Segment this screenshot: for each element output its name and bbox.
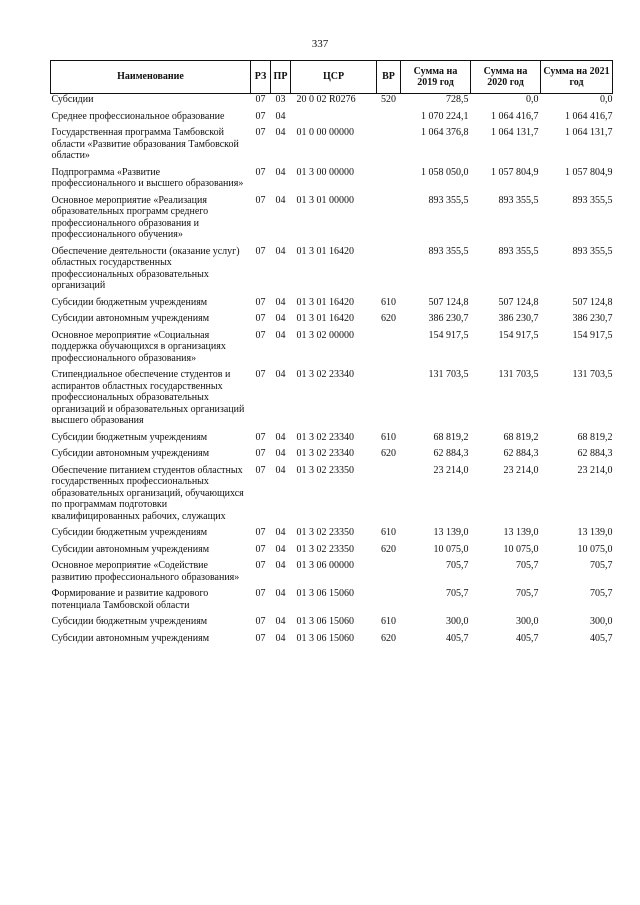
- cell-rz: 07: [255, 543, 266, 555]
- cell-sum-2021: 386 230,7: [572, 313, 613, 324]
- table-row: [51, 633, 613, 650]
- cell-rz: 07: [255, 560, 266, 571]
- cell-sum-2021: 131 703,5: [572, 369, 613, 380]
- cell-rz: 07: [255, 464, 266, 476]
- cell-sum-2020: 68 819,2: [503, 431, 539, 443]
- cell-name: Субсидии бюджетным учреждениям: [51, 431, 208, 443]
- cell-pr: 04: [275, 329, 286, 341]
- cell-sum-2020: 154 917,5: [498, 329, 539, 341]
- header-vr: ВР: [377, 61, 401, 94]
- header-sum-2020: Сумма на 2020 год: [471, 61, 541, 94]
- cell-csr: 01 3 01 00000: [296, 194, 354, 206]
- table-header-row: [51, 61, 613, 94]
- cell-sum-2020: 705,7: [516, 560, 539, 571]
- cell-csr: 01 3 01 16420: [296, 313, 354, 324]
- table-row: [51, 330, 613, 370]
- cell-sum-2019: 23 214,0: [433, 464, 469, 476]
- cell-sum-2020: 1 064 416,7: [491, 110, 539, 122]
- cell-pr: 04: [275, 632, 286, 644]
- cell-sum-2019: 705,7: [446, 588, 469, 599]
- cell-csr: 01 3 02 23340: [296, 431, 354, 443]
- cell-csr: 01 3 06 15060: [296, 616, 354, 627]
- cell-pr: 04: [275, 166, 286, 178]
- cell-sum-2019: 893 355,5: [428, 194, 469, 206]
- table-row: [51, 195, 613, 246]
- cell-vr: 620: [381, 632, 396, 644]
- table-row: [51, 432, 613, 449]
- cell-csr: 01 3 02 00000: [296, 329, 354, 341]
- cell-sum-2021: 1 064 131,7: [565, 127, 613, 138]
- cell-name: Обеспечение питанием студентов областных государственных профессиональных образовательных организаций, обучающихся по программам подготовки квалифицированных рабочих, служащих: [51, 464, 244, 522]
- cell-vr: [377, 330, 401, 370]
- cell-sum-2021: 13 139,0: [577, 527, 613, 538]
- cell-sum-2019: 893 355,5: [428, 245, 469, 257]
- table-row: [51, 369, 613, 432]
- cell-rz: 07: [255, 616, 266, 627]
- cell-name: Основное мероприятие «Социальная поддержка обучающихся в организациях профессионального образования»: [51, 329, 226, 364]
- cell-vr: 610: [381, 431, 396, 443]
- cell-sum-2019: 1 070 224,1: [421, 110, 469, 122]
- cell-pr: 04: [275, 110, 286, 122]
- table-row: [51, 448, 613, 465]
- table-row: [51, 246, 613, 297]
- cell-csr: 01 3 02 23340: [296, 369, 354, 380]
- cell-pr: 04: [275, 543, 286, 555]
- cell-sum-2020: 0,0: [526, 94, 539, 105]
- cell-vr: 610: [381, 616, 396, 627]
- cell-sum-2019: 728,5: [446, 94, 469, 105]
- header-sum-2021: Сумма на 2021 год: [541, 61, 613, 94]
- table-row: [51, 588, 613, 616]
- cell-sum-2020: 705,7: [516, 588, 539, 599]
- table-row: [51, 560, 613, 588]
- cell-sum-2021: 0,0: [600, 94, 613, 105]
- cell-sum-2021: 705,7: [590, 560, 613, 571]
- header-rz: РЗ: [251, 61, 271, 94]
- table-row: [51, 465, 613, 528]
- cell-sum-2020: 386 230,7: [498, 313, 539, 324]
- cell-csr: 01 3 01 16420: [296, 245, 354, 257]
- cell-pr: 04: [275, 296, 286, 308]
- cell-csr: 01 3 06 15060: [296, 632, 354, 644]
- table-row: [51, 313, 613, 330]
- cell-sum-2020: 131 703,5: [498, 369, 539, 380]
- cell-rz: 07: [255, 110, 266, 122]
- cell-pr: 04: [275, 127, 286, 138]
- cell-name: Субсидии автономным учреждениям: [51, 313, 210, 324]
- table-row: [51, 167, 613, 195]
- cell-sum-2021: 23 214,0: [577, 464, 613, 476]
- cell-rz: 07: [255, 527, 266, 538]
- cell-pr: 03: [275, 94, 286, 105]
- cell-rz: 07: [255, 313, 266, 324]
- cell-sum-2019: 131 703,5: [428, 369, 469, 380]
- cell-csr: 01 3 02 23350: [296, 527, 354, 538]
- cell-vr: 620: [381, 448, 396, 459]
- cell-sum-2020: 10 075,0: [503, 543, 539, 555]
- cell-pr: 04: [275, 560, 286, 571]
- cell-csr: 01 0 00 00000: [296, 127, 354, 138]
- cell-vr: [377, 465, 401, 528]
- cell-vr: [377, 246, 401, 297]
- header-pr: ПР: [271, 61, 291, 94]
- cell-csr: 01 3 02 23350: [296, 464, 354, 476]
- cell-csr: [291, 111, 377, 128]
- cell-name: Субсидии бюджетным учреждениям: [51, 527, 208, 538]
- table-row: [51, 127, 613, 167]
- budget-table: [50, 60, 613, 649]
- cell-sum-2019: 13 139,0: [433, 527, 469, 538]
- cell-sum-2021: 507 124,8: [572, 296, 613, 308]
- cell-vr: 610: [381, 527, 396, 538]
- header-sum-2019: Сумма на 2019 год: [401, 61, 471, 94]
- cell-sum-2019: 705,7: [446, 560, 469, 571]
- cell-name: Субсидии бюджетным учреждениям: [51, 616, 208, 627]
- table-row: [51, 94, 613, 111]
- cell-sum-2019: 62 884,3: [433, 448, 469, 459]
- header-csr: ЦСР: [291, 61, 377, 94]
- cell-name: Основное мероприятие «Реализация образовательных программ среднего профессионального образования и профессионального обучения»: [51, 194, 209, 240]
- cell-rz: 07: [255, 296, 266, 308]
- cell-pr: 04: [275, 431, 286, 443]
- cell-pr: 04: [275, 194, 286, 206]
- table-row: [51, 544, 613, 561]
- cell-csr: 01 3 06 00000: [296, 560, 354, 571]
- cell-csr: 01 3 02 23350: [296, 543, 354, 555]
- cell-rz: 07: [255, 632, 266, 644]
- cell-sum-2021: 10 075,0: [577, 543, 613, 555]
- cell-sum-2019: 1 058 050,0: [421, 166, 469, 178]
- cell-sum-2020: 893 355,5: [498, 194, 539, 206]
- cell-name: Основное мероприятие «Содействие развитию профессионального образования»: [51, 560, 240, 583]
- cell-sum-2020: 62 884,3: [503, 448, 539, 459]
- cell-csr: 01 3 06 15060: [296, 588, 354, 599]
- cell-sum-2019: 300,0: [446, 616, 469, 627]
- cell-csr: 01 3 02 23340: [296, 448, 354, 459]
- cell-vr: 520: [381, 94, 396, 105]
- table-row: [51, 111, 613, 128]
- cell-name: Среднее профессиональное образование: [51, 110, 225, 122]
- cell-rz: 07: [255, 166, 266, 178]
- cell-sum-2020: 1 064 131,7: [491, 127, 539, 138]
- cell-rz: 07: [255, 194, 266, 206]
- table-body: [51, 94, 613, 650]
- cell-sum-2021: 68 819,2: [577, 431, 613, 443]
- cell-sum-2021: 154 917,5: [572, 329, 613, 341]
- cell-csr: 01 3 00 00000: [296, 166, 354, 178]
- cell-sum-2020: 23 214,0: [503, 464, 539, 476]
- cell-rz: 07: [255, 127, 266, 138]
- cell-sum-2019: 1 064 376,8: [421, 127, 469, 138]
- cell-csr: 20 0 02 R0276: [296, 94, 356, 105]
- cell-rz: 07: [255, 329, 266, 341]
- cell-sum-2021: 705,7: [590, 588, 613, 599]
- cell-rz: 07: [255, 245, 266, 257]
- cell-sum-2021: 893 355,5: [572, 245, 613, 257]
- table-row: [51, 616, 613, 633]
- cell-vr: [377, 195, 401, 246]
- cell-name: Субсидии: [51, 94, 94, 105]
- cell-name: Подпрограмма «Развитие профессионального и высшего образования»: [51, 166, 244, 189]
- cell-vr: 620: [381, 543, 396, 555]
- cell-sum-2019: 154 917,5: [428, 329, 469, 341]
- cell-rz: 07: [255, 94, 266, 105]
- cell-pr: 04: [275, 588, 286, 599]
- cell-pr: 04: [275, 527, 286, 538]
- cell-vr: [377, 167, 401, 195]
- cell-vr: [377, 588, 401, 616]
- cell-rz: 07: [255, 431, 266, 443]
- cell-sum-2019: 10 075,0: [433, 543, 469, 555]
- cell-rz: 07: [255, 369, 266, 380]
- cell-pr: 04: [275, 464, 286, 476]
- header-name: Наименование: [51, 61, 251, 94]
- cell-pr: 04: [275, 448, 286, 459]
- cell-sum-2019: 68 819,2: [433, 431, 469, 443]
- cell-pr: 04: [275, 616, 286, 627]
- cell-sum-2019: 386 230,7: [428, 313, 469, 324]
- cell-sum-2020: 13 139,0: [503, 527, 539, 538]
- cell-vr: [377, 369, 401, 432]
- table-row: [51, 297, 613, 314]
- cell-sum-2021: 300,0: [590, 616, 613, 627]
- cell-name: Формирование и развитие кадрового потенциала Тамбовской области: [51, 588, 209, 611]
- cell-vr: [377, 127, 401, 167]
- cell-pr: 04: [275, 369, 286, 380]
- cell-sum-2020: 507 124,8: [498, 296, 539, 308]
- cell-vr: [377, 560, 401, 588]
- cell-name: Субсидии бюджетным учреждениям: [51, 296, 208, 308]
- cell-sum-2019: 507 124,8: [428, 296, 469, 308]
- cell-sum-2020: 893 355,5: [498, 245, 539, 257]
- cell-rz: 07: [255, 588, 266, 599]
- cell-sum-2020: 405,7: [516, 632, 539, 644]
- cell-vr: 610: [381, 296, 396, 308]
- cell-pr: 04: [275, 245, 286, 257]
- cell-name: Субсидии автономным учреждениям: [51, 543, 210, 555]
- cell-vr: 620: [381, 313, 396, 324]
- cell-sum-2020: 1 057 804,9: [491, 166, 539, 178]
- cell-rz: 07: [255, 448, 266, 459]
- table-row: [51, 527, 613, 544]
- cell-pr: 04: [275, 313, 286, 324]
- page-number: 337: [311, 38, 329, 50]
- cell-sum-2021: 1 064 416,7: [565, 110, 613, 122]
- cell-name: Обеспечение деятельности (оказание услуг) областных государственных профессиональных образовательных организаций: [51, 245, 240, 291]
- cell-csr: 01 3 01 16420: [296, 296, 354, 308]
- cell-name: Субсидии автономным учреждениям: [51, 632, 210, 644]
- cell-name: Стипендиальное обеспечение студентов и аспирантов областных государственных профессиональных образовательных организаций и образовательных организаций высшего образования: [51, 369, 245, 426]
- cell-vr: [377, 111, 401, 128]
- cell-sum-2021: 893 355,5: [572, 194, 613, 206]
- cell-sum-2020: 300,0: [516, 616, 539, 627]
- cell-sum-2021: 62 884,3: [577, 448, 613, 459]
- cell-name: Субсидии автономным учреждениям: [51, 448, 210, 459]
- cell-sum-2019: 405,7: [446, 632, 469, 644]
- cell-sum-2021: 1 057 804,9: [565, 166, 613, 178]
- cell-sum-2021: 405,7: [590, 632, 613, 644]
- cell-name: Государственная программа Тамбовской области «Развитие образования Тамбовской области»: [51, 127, 239, 161]
